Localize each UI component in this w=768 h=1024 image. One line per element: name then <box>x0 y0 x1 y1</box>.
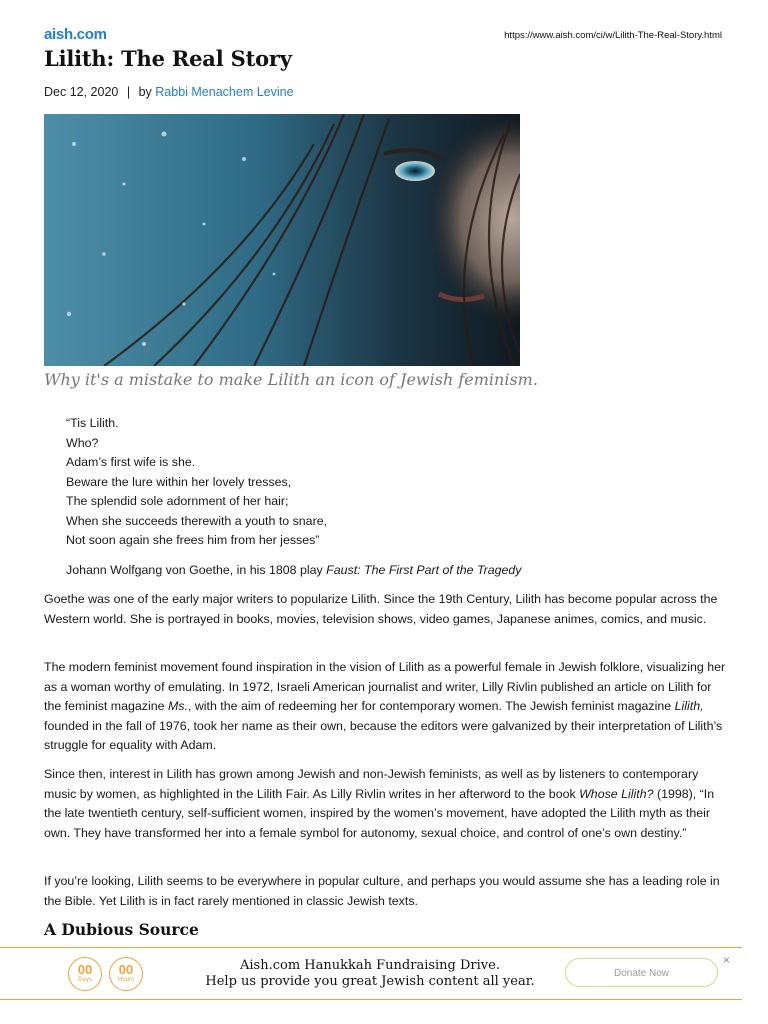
author-link[interactable]: Rabbi Menachem Levine <box>155 85 294 99</box>
article-subtitle: Why it's a mistake to make Lilith an icon of Jewish feminism. <box>44 370 538 389</box>
banner-line-1: Aish.com Hanukkah Fundraising Drive. <box>240 958 500 973</box>
byline <box>44 85 294 99</box>
days-value: 00 <box>77 962 93 977</box>
poem-line: Beware the lure within her lovely tresses, <box>66 474 292 489</box>
p2-text-e: founded in the fall of 1976, took her name as their own, because the editors were galvanized by their interpretation of Lilith’s struggle for equality with Adam. <box>44 718 723 753</box>
article-title: Lilith: The Real Story <box>44 46 292 71</box>
banner-line-2: Help us provide you great Jewish content all year. <box>205 974 535 989</box>
article-date: Dec 12, 2020 <box>44 85 119 99</box>
hours-label: Hours <box>117 977 134 983</box>
poem-attribution <box>66 563 522 577</box>
banner-message <box>190 958 550 990</box>
hours-counter <box>109 957 143 991</box>
p3-text-c: (1998), “In the late twentieth century, self-sufficient women, inspired by the women’s movement, have adopted the Lilith myth as their own. They have transformed her into a female symbol for autonomy, sexual choice, and control of one’s own destiny.” <box>44 786 715 840</box>
days-counter <box>68 957 102 991</box>
byline-separator: | <box>126 85 131 99</box>
site-logo[interactable]: aish.com <box>44 26 107 43</box>
paragraph-2 <box>44 658 728 756</box>
close-icon[interactable]: × <box>723 953 731 967</box>
paragraph-1: Goethe was one of the early major writers to popularize Lilith. Since the 19th Century, Lilith has become popular across the Western world. She is portrayed in books, movies, television shows, video games, Japanese animes, comics, and music. <box>44 592 718 626</box>
p2-ms: Ms. <box>167 699 188 714</box>
section-heading: A Dubious Source <box>44 920 199 939</box>
p3-book: Whose Lilith? <box>579 786 654 801</box>
poem-quote <box>66 414 327 551</box>
poem-line: Not soon again she frees him from her jesses” <box>66 533 320 547</box>
byline-by: by <box>138 85 152 99</box>
poem-line: When she succeeds therewith a youth to snare, <box>66 513 328 528</box>
donate-button[interactable]: Donate Now <box>565 958 718 987</box>
days-label: Days <box>78 977 92 983</box>
attribution-work: Faust: The First Part of the Tragedy <box>326 563 522 577</box>
hours-value: 00 <box>118 962 134 977</box>
poem-line: “Tis Lilith. <box>66 416 119 430</box>
paragraph-4: If you’re looking, Lilith seems to be everywhere in popular culture, and perhaps you would assume she has a leading role in the Bible. Yet Lilith is in fact rarely mentioned in classic Jewish texts. <box>44 874 720 908</box>
fundraising-banner <box>0 947 742 1000</box>
p2-text-c: , with the aim of redeeming her for contemporary women. The Jewish feminist magazine <box>187 699 675 714</box>
hero-image <box>44 114 520 366</box>
paragraph-3 <box>44 765 728 843</box>
attribution-text: Johann Wolfgang von Goethe, in his 1808 play <box>66 563 327 577</box>
poem-line: The splendid sole adornment of her hair; <box>66 494 289 508</box>
poem-line: Who? <box>66 435 99 450</box>
p2-lilith: Lilith, <box>674 699 704 714</box>
poem-line: Adam’s first wife is she. <box>66 455 196 469</box>
p2-text-a: The modern feminist movement found inspiration in the vision of Lilith as a powerful female in Jewish folklore, visualizing her as a woman worthy of emulating. In 1972, Israeli American journalist and writer, Lilly Rivlin published an article on Lilith for the feminist magazine <box>44 660 726 714</box>
page-url: https://www.aish.com/ci/w/Lilith-The-Real-Story.html <box>504 30 722 41</box>
p3-text-a: Since then, interest in Lilith has grown among Jewish and non-Jewish feminists, as well as by listeners to contemporary music by women, as highlighted in the Lilith Fair. As Lilly Rivlin writes in her afterword to the book <box>44 767 699 801</box>
